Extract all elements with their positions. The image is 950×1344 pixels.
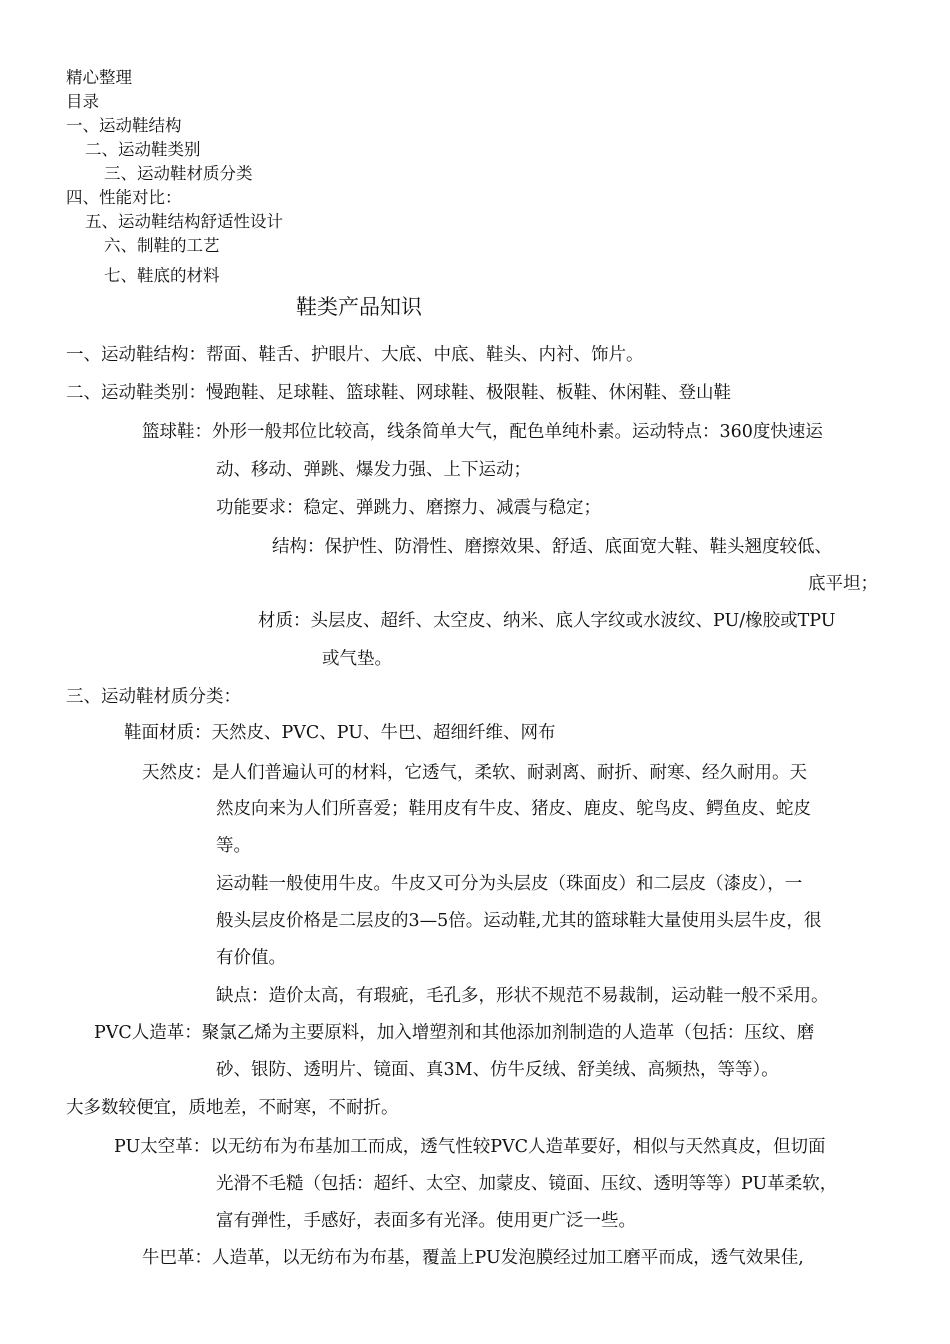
pvc-para: 砂、银防、透明片、镜面、真3M、仿牛反绒、舒美绒、高频热，等等）。 (216, 1060, 779, 1080)
natural-leather-drawback: 缺点：造价太高，有瑕疵，毛孔多，形状不规范不易裁制，运动鞋一般不采用。 (216, 986, 829, 1006)
natural-leather-para: 等。 (216, 836, 251, 856)
header-note: 精心整理 (66, 68, 132, 87)
natural-leather-para: 运动鞋一般使用牛皮。牛皮又可分为头层皮（珠面皮）和二层皮（漆皮），一 (216, 874, 803, 894)
basketball-function: 功能要求：稳定、弹跳力、磨擦力、减震与稳定； (216, 498, 601, 518)
basketball-desc: 动、移动、弹跳、爆发力强、上下运动； (216, 460, 531, 480)
basketball-structure: 结构：保护性、防滑性、磨擦效果、舒适、底面宽大鞋、鞋头翘度较低、 (272, 537, 832, 557)
pu-para: 富有弹性，手感好，表面多有光泽。使用更广泛一些。 (216, 1211, 636, 1231)
toc-item: 六、制鞋的工艺 (104, 236, 220, 255)
basketball-desc: 篮球鞋：外形一般邦位比较高，线条简单大气，配色单纯朴素。运动特点：360度快速运 (142, 422, 823, 442)
toc-item: 二、运动鞋类别 (85, 140, 201, 159)
natural-leather-para: 天然皮：是人们普遍认可的材料，它透气，柔软、耐剥离、耐折、耐寒、经久耐用。天 (142, 763, 807, 783)
basketball-material: 或气垫。 (322, 649, 392, 669)
pu-para: 光滑不毛糙（包括：超纤、太空、加蒙皮、镜面、压纹、透明等等）PU革柔软， (216, 1174, 838, 1194)
natural-leather-para: 有价值。 (216, 948, 286, 968)
toc-heading: 目录 (66, 92, 99, 111)
upper-materials: 鞋面材质：天然皮、PVC、PU、牛巴、超细纤维、网布 (124, 723, 556, 743)
toc-item: 七、鞋底的材料 (104, 266, 220, 285)
pu-para: PU太空革：以无纺布为布基加工而成，透气性较PVC人造革要好，相似与天然真皮，但切面 (114, 1137, 826, 1157)
natural-leather-para: 般头层皮价格是二层皮的3—5倍。运动鞋,尤其的篮球鞋大量使用头层牛皮，很 (216, 911, 822, 931)
page-title: 鞋类产品知识 (296, 295, 422, 319)
toc-item: 三、运动鞋材质分类 (104, 164, 253, 183)
toc-item: 四、性能对比： (66, 188, 182, 207)
natural-leather-para: 然皮向来为人们所喜爱；鞋用皮有牛皮、猪皮、鹿皮、鸵鸟皮、鳄鱼皮、蛇皮 (216, 799, 811, 819)
basketball-material: 材质：头层皮、超纤、太空皮、纳米、底人字纹或水波纹、PU/橡胶或TPU (258, 611, 836, 631)
toc-item: 五、运动鞋结构舒适性设计 (85, 212, 283, 231)
basketball-structure: 底平坦； (808, 574, 878, 594)
pvc-para: 大多数较便宜，质地差，不耐寒，不耐折。 (66, 1098, 399, 1118)
section-materials: 三、运动鞋材质分类： (66, 687, 241, 707)
toc-item: 一、运动鞋结构 (66, 116, 182, 135)
nubuck-para: 牛巴革：人造革，以无纺布为布基，覆盖上PU发泡膜经过加工磨平而成，透气效果佳, (142, 1248, 804, 1268)
section-structure: 一、运动鞋结构：帮面、鞋舌、护眼片、大底、中底、鞋头、内衬、饰片。 (66, 345, 644, 365)
section-categories: 二、运动鞋类别：慢跑鞋、足球鞋、篮球鞋、网球鞋、极限鞋、板鞋、休闲鞋、登山鞋 (66, 383, 731, 403)
pvc-para: PVC人造革：聚氯乙烯为主要原料，加入增塑剂和其他添加剂制造的人造革（包括：压纹、磨 (94, 1023, 815, 1043)
